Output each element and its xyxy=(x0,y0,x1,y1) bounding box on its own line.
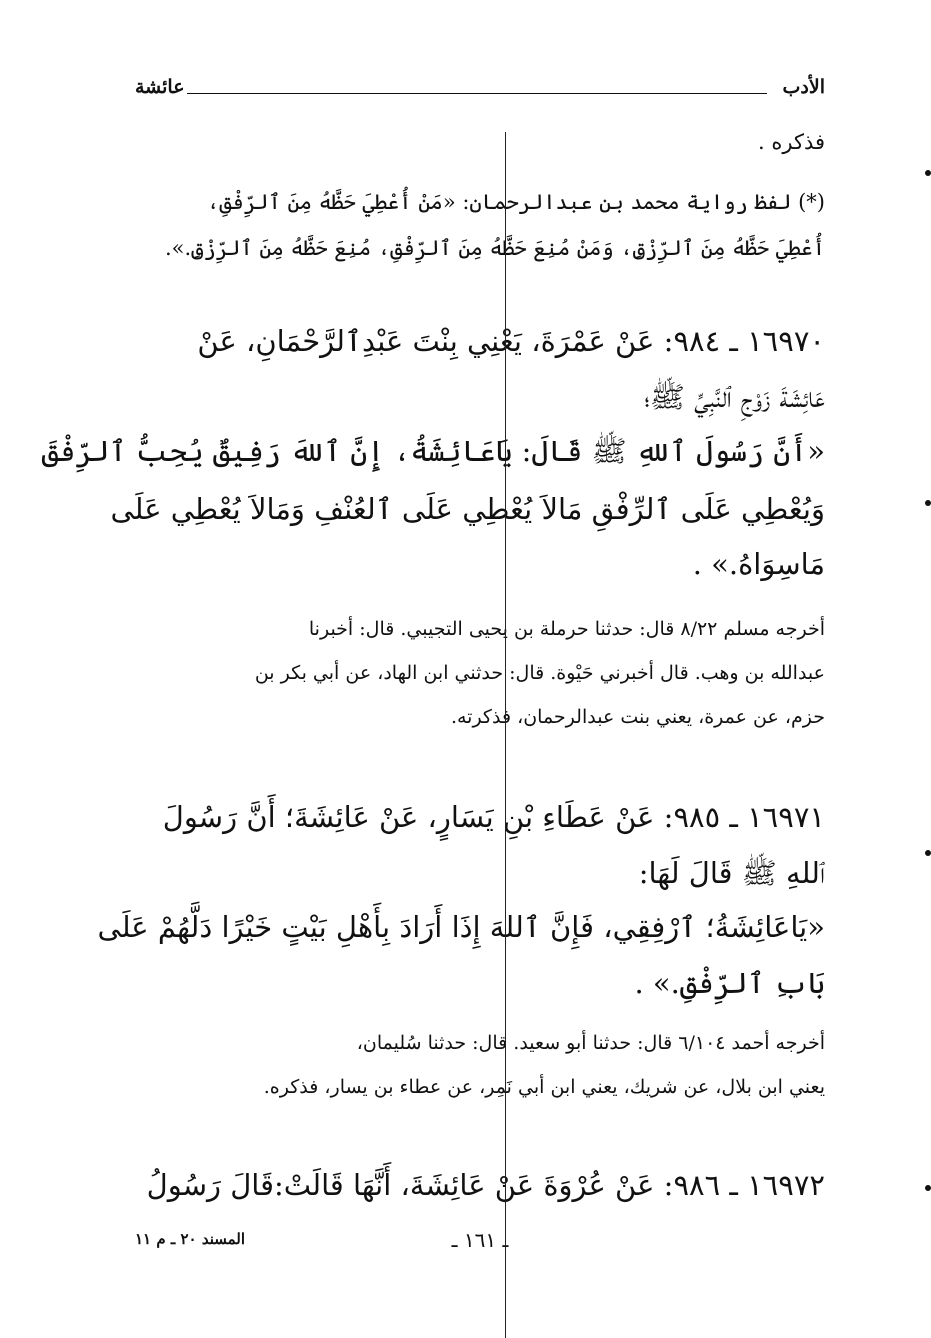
hadith-line: «يَاعَائِشَةُ؛ ٱرْفِقِي، فَإِنَّ ٱللهَ إِذَا أَرَادَ بِأَهْلِ بَيْتٍ خَيْرًا دَلَّهُمْ عَلَى xyxy=(97,910,825,944)
hadith-line: «أَنَّ رَسُولَ ٱللهِ ﷺ قَالَ: يَاعَائِشَةُ، إِنَّ ٱللهَ رَفِيقٌ يُحِبُّ ٱلرِّفْقَ xyxy=(41,434,825,468)
hadith-line: مَاسِوَاهُ.» . xyxy=(692,547,825,581)
takhrij-line: عبدالله بن وهب. قال أخبرني حَيْوة. قال: حدثني ابن الهاد، عن أبي بكر بن xyxy=(254,662,825,684)
header-narrator-title: عائشة xyxy=(135,76,185,98)
hadith-line: ١٦٩٧٠ ـ ٩٨٤: عَنْ عَمْرَةَ، يَعْنِي بِنْتَ عَبْدِٱلرَّحْمَانِ، عَنْ xyxy=(197,324,825,358)
page-body xyxy=(41,0,825,1338)
hadith-line: ٱللهِ ﷺ قَالَ لَهَا: xyxy=(638,856,825,890)
hadith-line: ١٦٩٧١ ـ ٩٨٥: عَنْ عَطَاءِ بْنِ يَسَارٍ، عَنْ عَائِشَةَ؛ أَنَّ رَسُولَ xyxy=(162,800,825,834)
hadith-line: بَابِ ٱلرِّفْقِ.» . xyxy=(634,966,825,1000)
hadith-line: ١٦٩٧٢ ـ ٩٨٦: عَنْ عُرْوَةَ عَنْ عَائِشَةَ، أَنَّهَا قَالَتْ:قَالَ رَسُولُ xyxy=(146,1168,825,1202)
takhrij-line: حزم، عن عمرة، يعني بنت عبدالرحمان، فذكرته. xyxy=(450,706,825,728)
page-footer xyxy=(135,1228,825,1254)
signature-mark: المسند ٢٠ ـ م ١١ xyxy=(135,1230,246,1248)
hadith-line: وَيُعْطِي عَلَى ٱلرِّفْقِ مَالاَ يُعْطِي عَلَى ٱلعُنْفِ وَمَالاَ يُعْطِي عَلَى xyxy=(110,492,825,526)
note-line: أُعْطِيَ حَظَّهُ مِنَ ٱلرِّزْقِ، وَمَنْ مُنِعَ حَظَّهُ مِنَ ٱلرِّفْقِ، مُنِعَ حَظَّهُ مِنَ ٱلرِّزْقِ.». xyxy=(164,236,825,260)
page-number: ـ ١٦١ ـ xyxy=(451,1228,509,1252)
takhrij-line: أخرجه مسلم ٨/٢٢ قال: حدثنا حرملة بن يحيى التجيبي. قال: أخبرنا xyxy=(308,618,825,640)
edge-speck xyxy=(925,850,931,856)
header-section-title: الأدب xyxy=(782,76,825,98)
takhrij-line: أخرجه أحمد ٦/١٠٤ قال: حدثنا أبو سعيد. قال: حدثنا سُليمان، xyxy=(356,1032,825,1054)
edge-speck xyxy=(925,170,931,176)
takhrij-line: يعني ابن بلال، عن شريك، يعني ابن أبي نَمِر، عن عطاء بن يسار، فذكره. xyxy=(263,1076,825,1098)
text-line-continuation: فذكره . xyxy=(758,130,825,154)
edge-speck xyxy=(925,500,931,506)
edge-speck xyxy=(925,1185,931,1191)
scan-fold-line xyxy=(505,132,506,1338)
hadith-line: عَائِشَةَ زَوْجِ ٱلنَّبِيِّ ﷺ؛ xyxy=(644,380,825,414)
note-line: (*) لفظ رواية محمد بن عبدالرحمان: «مَنْ أُعْطِيَ حَظَّهُ مِنَ ٱلرِّفْقِ، xyxy=(206,190,825,214)
